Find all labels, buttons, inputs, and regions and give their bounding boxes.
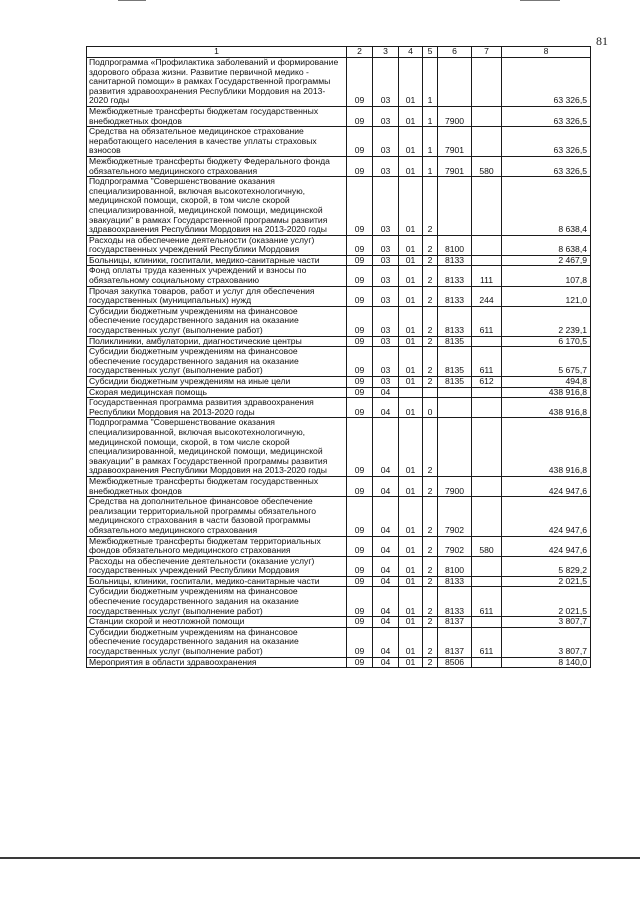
row-subprogram: 2 [423, 627, 438, 657]
row-amount: 2 239,1 [502, 306, 591, 336]
row-subsection: 04 [373, 617, 399, 628]
row-target: 7901 [438, 127, 472, 157]
row-program: 01 [399, 286, 423, 306]
page-number: 81 [596, 34, 608, 48]
row-program: 01 [399, 177, 423, 236]
row-description: Межбюджетные трансферты бюджету Федерального фонда обязательного медицинского страхования [87, 156, 347, 176]
row-expense-type: 244 [472, 286, 502, 306]
row-subsection: 03 [373, 58, 399, 107]
row-section: 09 [347, 627, 373, 657]
row-subprogram: 2 [423, 536, 438, 556]
row-subsection: 04 [373, 587, 399, 617]
scan-mark-top-right [520, 0, 560, 1]
row-program: 01 [399, 58, 423, 107]
row-subsection: 04 [373, 556, 399, 576]
row-subsection: 03 [373, 266, 399, 286]
row-section: 09 [347, 156, 373, 176]
row-subsection: 03 [373, 336, 399, 347]
row-program: 01 [399, 398, 423, 418]
table-row [87, 627, 591, 657]
row-subsection: 03 [373, 156, 399, 176]
row-description: Расходы на обеспечение деятельности (оказание услуг) государственных учреждений Республики Мордовия [87, 556, 347, 576]
row-expense-type: 611 [472, 627, 502, 657]
table-row [87, 536, 591, 556]
row-target: 7902 [438, 536, 472, 556]
row-subsection: 04 [373, 387, 399, 398]
row-subsection: 04 [373, 398, 399, 418]
row-target: 8133 [438, 286, 472, 306]
column-header: 8 [502, 47, 591, 58]
row-subprogram: 0 [423, 398, 438, 418]
row-section: 09 [347, 266, 373, 286]
row-section: 09 [347, 235, 373, 255]
row-section: 09 [347, 306, 373, 336]
row-program: 01 [399, 255, 423, 266]
row-expense-type [472, 418, 502, 477]
scan-mark-top-left [118, 0, 146, 1]
row-section: 09 [347, 617, 373, 628]
row-program [399, 387, 423, 398]
row-amount: 5 829,2 [502, 556, 591, 576]
row-subprogram: 2 [423, 266, 438, 286]
row-subprogram: 2 [423, 418, 438, 477]
table-row [87, 347, 591, 377]
row-target: 8133 [438, 266, 472, 286]
row-subprogram: 2 [423, 377, 438, 388]
row-description: Станции скорой и неотложной помощи [87, 617, 347, 628]
row-description: Субсидии бюджетным учреждениям на финансовое обеспечение государственного задания на оказание государственных услуг (выполнение работ) [87, 627, 347, 657]
row-amount: 8 638,4 [502, 177, 591, 236]
row-expense-type [472, 617, 502, 628]
row-amount: 3 807,7 [502, 627, 591, 657]
row-amount: 5 675,7 [502, 347, 591, 377]
row-target: 7900 [438, 476, 472, 496]
row-subprogram: 2 [423, 556, 438, 576]
row-program: 01 [399, 156, 423, 176]
row-section: 09 [347, 106, 373, 126]
row-program: 01 [399, 306, 423, 336]
row-section: 09 [347, 418, 373, 477]
row-amount: 63 326,5 [502, 58, 591, 107]
row-subprogram: 2 [423, 476, 438, 496]
table-row [87, 476, 591, 496]
row-target: 7900 [438, 106, 472, 126]
table-row [87, 418, 591, 477]
row-amount: 63 326,5 [502, 106, 591, 126]
table-row [87, 127, 591, 157]
row-description: Субсидии бюджетным учреждениям на финансовое обеспечение государственного задания на оказание государственных услуг (выполнение работ) [87, 306, 347, 336]
row-expense-type [472, 576, 502, 587]
row-section: 09 [347, 536, 373, 556]
row-expense-type: 611 [472, 587, 502, 617]
row-description: Прочая закупка товаров, работ и услуг для обеспечения государственных (муниципальных) нужд [87, 286, 347, 306]
table-row [87, 617, 591, 628]
table-row [87, 497, 591, 536]
row-section: 09 [347, 347, 373, 377]
row-target: 8506 [438, 657, 472, 668]
row-expense-type [472, 235, 502, 255]
row-subprogram: 2 [423, 576, 438, 587]
row-amount: 107,8 [502, 266, 591, 286]
row-subprogram: 2 [423, 286, 438, 306]
row-amount: 8 140,0 [502, 657, 591, 668]
row-expense-type [472, 336, 502, 347]
row-program: 01 [399, 576, 423, 587]
row-subsection: 04 [373, 536, 399, 556]
row-target: 8135 [438, 347, 472, 377]
row-program: 01 [399, 536, 423, 556]
row-expense-type [472, 476, 502, 496]
row-section: 09 [347, 556, 373, 576]
column-header: 6 [438, 47, 472, 58]
row-program: 01 [399, 127, 423, 157]
row-target: 8137 [438, 617, 472, 628]
row-section: 09 [347, 127, 373, 157]
row-expense-type [472, 556, 502, 576]
row-target: 7902 [438, 497, 472, 536]
table-row [87, 398, 591, 418]
row-section: 09 [347, 58, 373, 107]
row-expense-type [472, 497, 502, 536]
table-row [87, 266, 591, 286]
row-program: 01 [399, 266, 423, 286]
row-program: 01 [399, 556, 423, 576]
row-subsection: 04 [373, 418, 399, 477]
row-amount: 6 170,5 [502, 336, 591, 347]
table-row [87, 106, 591, 126]
table-row [87, 336, 591, 347]
row-expense-type: 612 [472, 377, 502, 388]
row-subsection: 03 [373, 177, 399, 236]
row-target [438, 177, 472, 236]
row-description: Субсидии бюджетным учреждениям на финансовое обеспечение государственного задания на оказание государственных услуг (выполнение работ) [87, 587, 347, 617]
row-description: Государственная программа развития здравоохранения Республики Мордовия на 2013-2020 годы [87, 398, 347, 418]
table-row [87, 255, 591, 266]
row-program: 01 [399, 617, 423, 628]
row-amount: 2 021,5 [502, 576, 591, 587]
row-description: Межбюджетные трансферты бюджетам государственных внебюджетных фондов [87, 106, 347, 126]
row-subprogram: 2 [423, 617, 438, 628]
column-header: 1 [87, 47, 347, 58]
row-target: 8100 [438, 235, 472, 255]
row-subsection: 03 [373, 286, 399, 306]
row-target: 8135 [438, 336, 472, 347]
row-amount: 424 947,6 [502, 476, 591, 496]
row-description: Субсидии бюджетным учреждениям на финансовое обеспечение государственного задания на оказание государственных услуг (выполнение работ) [87, 347, 347, 377]
table-row [87, 576, 591, 587]
row-subsection: 04 [373, 476, 399, 496]
row-target: 8133 [438, 576, 472, 587]
row-subsection: 04 [373, 627, 399, 657]
row-description: Подпрограмма «Профилактика заболеваний и формирование здорового образа жизни. Развитие первичной медико - санитарной помощи» в рамках Государственной программы развития здравоохранения Республики Мордовия на 2013-2020 годы [87, 58, 347, 107]
row-subsection: 03 [373, 106, 399, 126]
row-amount: 3 807,7 [502, 617, 591, 628]
row-target [438, 398, 472, 418]
row-expense-type [472, 127, 502, 157]
row-target: 7901 [438, 156, 472, 176]
row-amount: 424 947,6 [502, 497, 591, 536]
table-row [87, 58, 591, 107]
column-header: 3 [373, 47, 399, 58]
row-subsection: 04 [373, 576, 399, 587]
table-row [87, 556, 591, 576]
row-description: Мероприятия в области здравоохранения [87, 657, 347, 668]
row-amount: 8 638,4 [502, 235, 591, 255]
row-subsection: 03 [373, 377, 399, 388]
row-expense-type: 580 [472, 156, 502, 176]
row-subsection: 04 [373, 497, 399, 536]
table-body [87, 58, 591, 668]
row-subprogram: 2 [423, 587, 438, 617]
row-subprogram: 2 [423, 306, 438, 336]
row-expense-type: 580 [472, 536, 502, 556]
row-expense-type [472, 106, 502, 126]
row-expense-type [472, 177, 502, 236]
row-subprogram: 2 [423, 177, 438, 236]
row-description: Поликлиники, амбулатории, диагностические центры [87, 336, 347, 347]
row-subprogram: 2 [423, 336, 438, 347]
row-target: 8100 [438, 556, 472, 576]
row-section: 09 [347, 587, 373, 617]
row-amount: 2 021,5 [502, 587, 591, 617]
table-row [87, 235, 591, 255]
row-section: 09 [347, 336, 373, 347]
row-target [438, 58, 472, 107]
row-amount: 438 916,8 [502, 398, 591, 418]
row-description: Подпрограмма "Совершенствование оказания специализированной, включая высокотехнологичную, медицинской помощи, скорой, в том числе скорой специализированной, медицинской помощи, медицинской эвакуации" в рамках Государственной программы развития здравоохранения Республики Мордовия на 2013-2020 годы [87, 177, 347, 236]
row-description: Межбюджетные трансферты бюджетам территориальных фондов обязательного медицинского страхования [87, 536, 347, 556]
row-section: 09 [347, 576, 373, 587]
row-amount: 494,8 [502, 377, 591, 388]
row-subsection: 03 [373, 306, 399, 336]
row-section: 09 [347, 476, 373, 496]
row-subprogram: 1 [423, 106, 438, 126]
row-description: Подпрограмма "Совершенствование оказания специализированной, включая высокотехнологичную, медицинской помощи, скорой, в том числе скорой специализированной, медицинской помощи, медицинской эвакуации" в рамках Государственной программы развития здравоохранения Республики Мордовия на 2013-2020 годы [87, 418, 347, 477]
row-expense-type [472, 387, 502, 398]
row-description: Скорая медицинская помощь [87, 387, 347, 398]
row-description: Средства на дополнительное финансовое обеспечение реализации территориальной программы обязательного медицинского страхования в части базовой программы обязательного медицинского страхования [87, 497, 347, 536]
row-expense-type: 611 [472, 347, 502, 377]
row-description: Фонд оплаты труда казенных учреждений и взносы по обязательному социальному страхованию [87, 266, 347, 286]
row-subsection: 03 [373, 235, 399, 255]
row-program: 01 [399, 418, 423, 477]
table-row [87, 306, 591, 336]
row-program: 01 [399, 377, 423, 388]
row-target: 8133 [438, 255, 472, 266]
row-section: 09 [347, 286, 373, 306]
row-amount: 2 467,9 [502, 255, 591, 266]
row-program: 01 [399, 106, 423, 126]
row-subsection: 03 [373, 255, 399, 266]
row-program: 01 [399, 235, 423, 255]
row-subprogram: 2 [423, 235, 438, 255]
row-target [438, 387, 472, 398]
table-row [87, 657, 591, 668]
row-subprogram: 1 [423, 58, 438, 107]
row-subprogram: 2 [423, 657, 438, 668]
row-amount: 424 947,6 [502, 536, 591, 556]
table-row [87, 156, 591, 176]
row-program: 01 [399, 336, 423, 347]
table-row [87, 377, 591, 388]
row-expense-type [472, 58, 502, 107]
row-target: 8135 [438, 377, 472, 388]
row-target [438, 418, 472, 477]
row-description: Субсидии бюджетным учреждениям на иные цели [87, 377, 347, 388]
column-header: 7 [472, 47, 502, 58]
row-description: Средства на обязательное медицинское страхование неработающего населения в качестве уплаты страховых взносов [87, 127, 347, 157]
column-header: 5 [423, 47, 438, 58]
row-amount: 63 326,5 [502, 127, 591, 157]
row-program: 01 [399, 497, 423, 536]
table-header-row [87, 47, 591, 58]
row-subprogram: 1 [423, 156, 438, 176]
row-description: Расходы на обеспечение деятельности (оказание услуг) государственных учреждений Республики Мордовия [87, 235, 347, 255]
row-subsection: 03 [373, 127, 399, 157]
table-row [87, 177, 591, 236]
column-header: 2 [347, 47, 373, 58]
row-description: Больницы, клиники, госпитали, медико-санитарные части [87, 576, 347, 587]
row-program: 01 [399, 476, 423, 496]
row-expense-type [472, 398, 502, 418]
row-expense-type: 111 [472, 266, 502, 286]
table-row [87, 286, 591, 306]
row-target: 8133 [438, 587, 472, 617]
row-subprogram: 2 [423, 497, 438, 536]
table-row [87, 387, 591, 398]
row-target: 8133 [438, 306, 472, 336]
row-amount: 438 916,8 [502, 387, 591, 398]
row-subprogram: 1 [423, 127, 438, 157]
row-amount: 438 916,8 [502, 418, 591, 477]
row-subsection: 03 [373, 347, 399, 377]
row-expense-type [472, 657, 502, 668]
row-section: 09 [347, 657, 373, 668]
row-section: 09 [347, 177, 373, 236]
row-section: 09 [347, 255, 373, 266]
row-program: 01 [399, 347, 423, 377]
row-amount: 121,0 [502, 286, 591, 306]
row-section: 09 [347, 387, 373, 398]
row-description: Межбюджетные трансферты бюджетам государственных внебюджетных фондов [87, 476, 347, 496]
row-subprogram: 2 [423, 347, 438, 377]
budget-table [86, 46, 591, 668]
row-program: 01 [399, 627, 423, 657]
row-subprogram: 2 [423, 255, 438, 266]
page-bottom-rule [0, 857, 640, 859]
row-program: 01 [399, 587, 423, 617]
row-subsection: 04 [373, 657, 399, 668]
row-description: Больницы, клиники, госпитали, медико-санитарные части [87, 255, 347, 266]
row-section: 09 [347, 398, 373, 418]
row-target: 8137 [438, 627, 472, 657]
row-section: 09 [347, 377, 373, 388]
row-section: 09 [347, 497, 373, 536]
column-header: 4 [399, 47, 423, 58]
row-program: 01 [399, 657, 423, 668]
row-expense-type: 611 [472, 306, 502, 336]
row-expense-type [472, 255, 502, 266]
row-subprogram [423, 387, 438, 398]
table-row [87, 587, 591, 617]
row-amount: 63 326,5 [502, 156, 591, 176]
